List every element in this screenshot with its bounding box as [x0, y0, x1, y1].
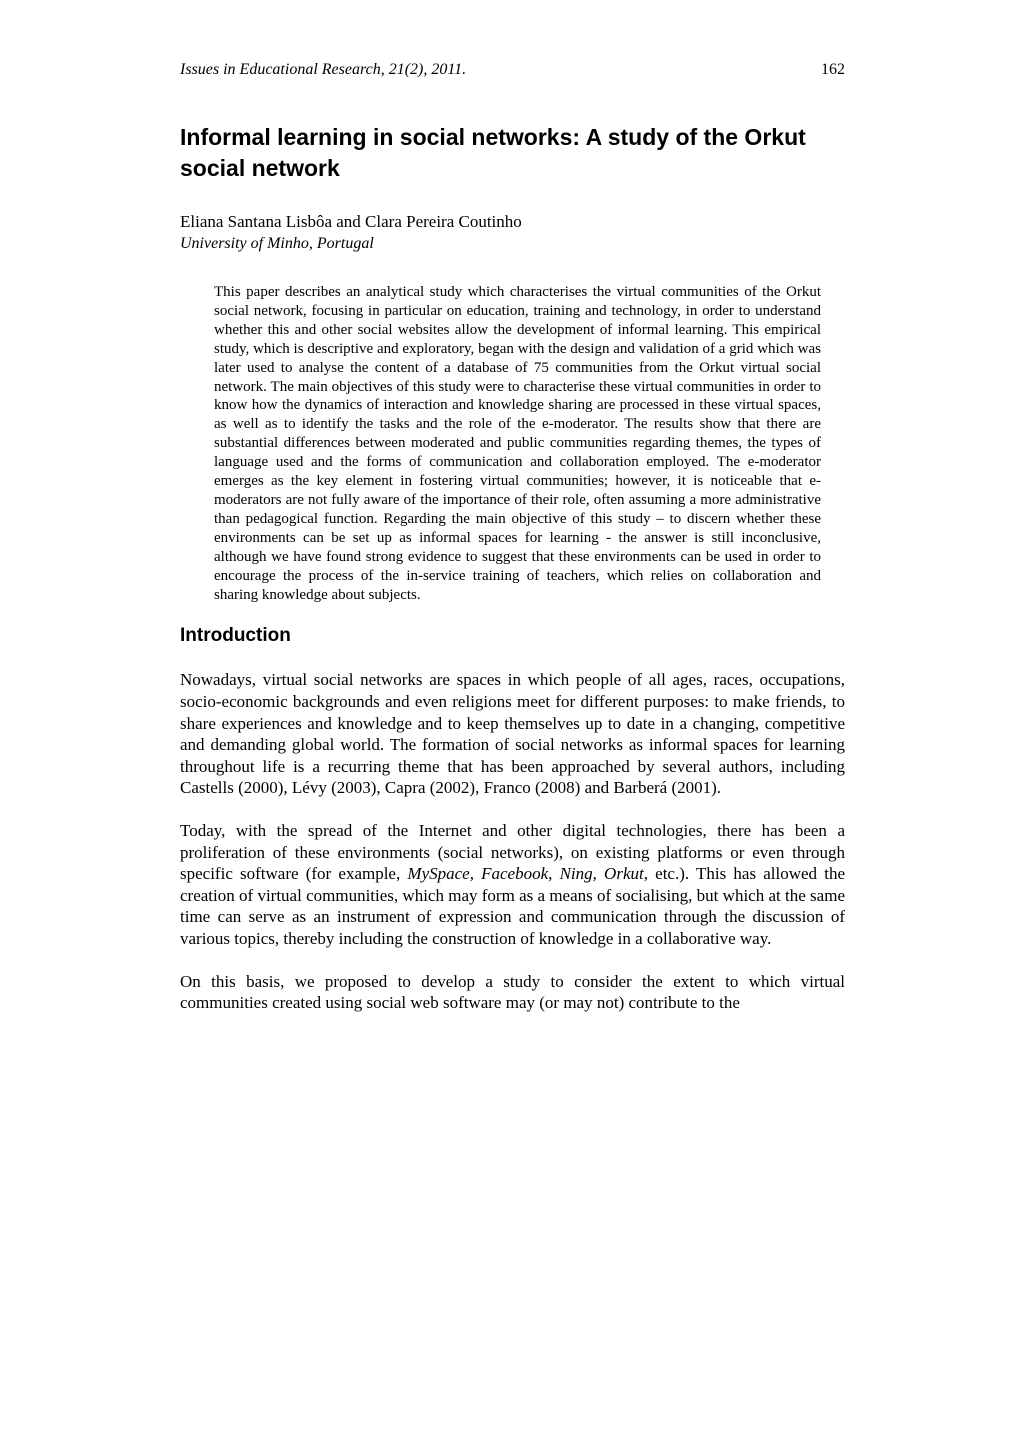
journal-reference: Issues in Educational Research, 21(2), 2011. — [180, 61, 467, 78]
running-head — [180, 60, 845, 80]
paper-title: Informal learning in social networks: A study of the Orkut social network — [180, 124, 806, 181]
page-number: 162 — [821, 61, 845, 78]
authors: Eliana Santana Lisbôa and Clara Pereira Coutinho — [180, 212, 522, 231]
paragraph: On this basis, we proposed to develop a study to consider the extent to which virtual communities created using social web software may (or may not) contribute to the — [180, 971, 845, 1013]
section-heading-introduction: Introduction — [180, 625, 291, 647]
abstract: This paper describes an analytical study which characterises the virtual communities of the Orkut social network, focusing in particular on education, training and technology, in order to understand whether this and other social websites allow the development of informal learning. This empirical study, which is descriptive and exploratory, began with the design and validation of a grid which was later used to analyse the content of a database of 75 communities from the Orkut virtual social network. The main objectives of this study were to characterise these virtual communities in order to know how the dynamics of interaction and knowledge sharing are processed in these virtual spaces, as well as to identify the tasks and the role of the e-moderator. The results show that there are substantial differences between moderated and public communities regarding themes, the types of language used and the forms of communication and collaboration employed. The e-moderator emerges as the key element in fostering virtual communities; however, it is noticeable that e-moderators are not fully aware of the importance of their role, often assuming a more administrative than pedagogical function. Regarding the main objective of this study – to discern whether these environments can be set up as informal spaces for learning - the answer is still inconclusive, although we have found strong evidence to suggest that these environments can be used in order to encourage the process of the in-service training of teachers, which relies on collaboration and sharing knowledge about subjects. — [214, 284, 821, 603]
byline — [180, 211, 845, 254]
paragraph: Nowadays, virtual social networks are spaces in which people of all ages, races, occupations, socio-economic backgrounds and even religions meet for different purposes: to make friends, to share experiences and knowledge and to keep themselves up to date in a changing, competitive and demanding global world. The formation of social networks as informal spaces for learning throughout life is a recurring theme that has been approached by several authors, including Castells (2000), Lévy (2003), Capra (2002), Franco (2008) and Barberá (2001). — [180, 670, 845, 798]
paragraph: Today, with the spread of the Internet and other digital technologies, there has been a proliferation of these environments (social networks), on existing platforms or even through specific software (for example, MySpace, Facebook, Ning, Orkut, etc.). This has allowed the creation of virtual communities, which may form as a means of socialising, but which at the same time can serve as an instrument of expression and communication through the discussion of various topics, thereby including the construction of knowledge in a collaborative way. — [180, 820, 845, 948]
affiliation: University of Minho, Portugal — [180, 235, 374, 252]
